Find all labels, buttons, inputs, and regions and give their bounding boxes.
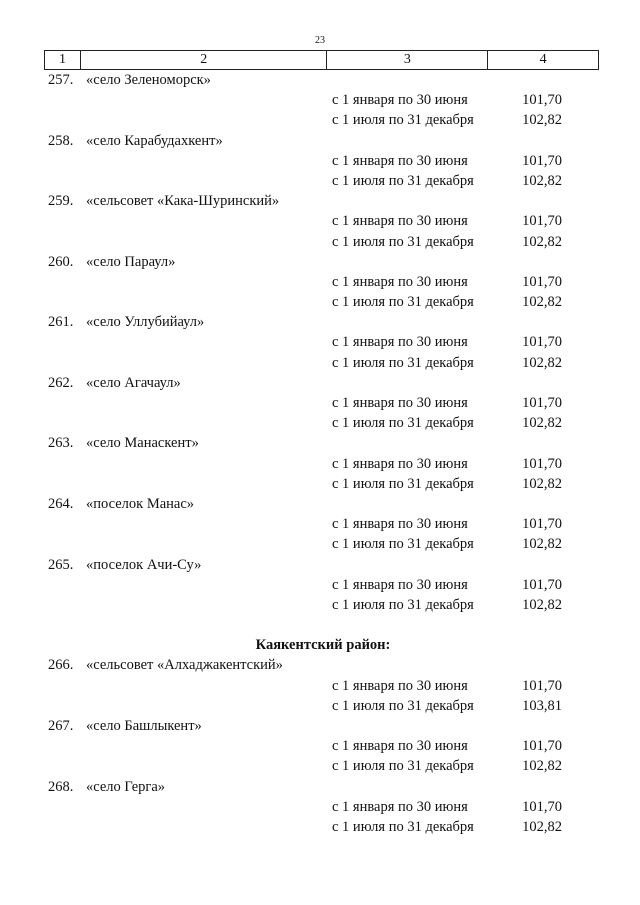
period-row	[0, 676, 640, 696]
index-value: 101,70	[522, 576, 562, 593]
index-value: 102,82	[522, 475, 562, 492]
index-value: 101,70	[522, 334, 562, 351]
index-value: 103,81	[522, 697, 562, 714]
index-value: 101,70	[522, 738, 562, 755]
period-label: с 1 июля по 31 декабря	[332, 354, 474, 371]
row-number: 261.	[48, 314, 74, 331]
column-header-table	[44, 50, 599, 70]
settlement-row	[0, 716, 640, 736]
period-row	[0, 353, 640, 373]
period-label: с 1 июля по 31 декабря	[332, 758, 474, 775]
settlement-name: «сельсовет «Кака-Шуринский»	[86, 193, 280, 210]
page-number: 23	[315, 35, 325, 46]
period-label: с 1 июля по 31 декабря	[332, 818, 474, 835]
row-number: 264.	[48, 495, 74, 512]
period-row	[0, 797, 640, 817]
settlement-name: «село Башлыкент»	[86, 718, 202, 734]
period-label: с 1 июля по 31 декабря	[332, 294, 474, 311]
period-row	[0, 272, 640, 292]
settlement-name: «село Зеленоморск»	[86, 72, 211, 88]
period-label: с 1 января по 30 июня	[332, 576, 468, 593]
settlement-row	[0, 433, 640, 453]
row-number: 258.	[48, 132, 74, 149]
index-value: 102,82	[522, 172, 562, 189]
settlement-name: «село Герга»	[86, 778, 166, 795]
column-header-3: 3	[327, 51, 488, 70]
index-value: 102,82	[522, 596, 562, 613]
row-number: 266.	[48, 657, 74, 674]
period-label: с 1 января по 30 июня	[332, 273, 468, 290]
index-value: 102,82	[522, 536, 562, 553]
settlement-name: «сельсовет «Алхаджакентский»	[86, 657, 283, 674]
index-value: 101,70	[522, 395, 562, 411]
settlement-name: «село Манаскент»	[86, 435, 199, 452]
settlement-row	[0, 312, 640, 332]
period-label: с 1 января по 30 июня	[332, 798, 468, 815]
period-label: с 1 июля по 31 декабря	[332, 415, 474, 432]
period-row	[0, 575, 640, 595]
index-value: 101,70	[522, 92, 562, 109]
period-label: с 1 января по 30 июня	[332, 334, 468, 351]
row-number: 267.	[48, 718, 74, 734]
index-value: 102,82	[522, 415, 562, 432]
row-number: 265.	[48, 556, 74, 573]
period-label: с 1 июля по 31 декабря	[332, 112, 474, 129]
tariff-rows	[0, 70, 640, 837]
index-value: 102,82	[522, 818, 562, 835]
period-label: с 1 января по 30 июня	[332, 152, 468, 169]
row-number: 260.	[48, 253, 74, 270]
period-row	[0, 292, 640, 312]
period-label: с 1 января по 30 июня	[332, 677, 468, 694]
column-header-4: 4	[488, 51, 599, 70]
settlement-name: «село Карабудахкент»	[86, 132, 223, 149]
period-row	[0, 211, 640, 231]
index-value: 101,70	[522, 798, 562, 815]
blank-spacer	[0, 615, 640, 635]
period-row	[0, 232, 640, 252]
index-value: 102,82	[522, 233, 562, 250]
period-row	[0, 514, 640, 534]
period-label: с 1 июля по 31 декабря	[332, 172, 474, 189]
period-row	[0, 393, 640, 413]
period-row	[0, 736, 640, 756]
period-row	[0, 332, 640, 352]
index-value: 102,82	[522, 758, 562, 775]
column-header-1: 1	[45, 51, 81, 70]
row-number: 259.	[48, 193, 74, 210]
period-row	[0, 696, 640, 716]
settlement-name: «поселок Ачи-Су»	[86, 556, 202, 573]
period-label: с 1 января по 30 июня	[332, 213, 468, 230]
period-label: с 1 июля по 31 декабря	[332, 233, 474, 250]
period-label: с 1 июля по 31 декабря	[332, 536, 474, 553]
index-value: 101,70	[522, 677, 562, 694]
row-number: 257.	[48, 72, 74, 88]
period-label: с 1 января по 30 июня	[332, 516, 468, 533]
settlement-row	[0, 191, 640, 211]
index-value: 102,82	[522, 294, 562, 311]
row-number: 268.	[48, 778, 74, 795]
settlement-row	[0, 70, 640, 90]
settlement-row	[0, 655, 640, 675]
period-row	[0, 110, 640, 130]
period-label: с 1 января по 30 июня	[332, 395, 468, 411]
row-number: 263.	[48, 435, 74, 452]
index-value: 102,82	[522, 354, 562, 371]
period-row	[0, 474, 640, 494]
index-value: 101,70	[522, 273, 562, 290]
index-value: 101,70	[522, 213, 562, 230]
index-value: 102,82	[522, 112, 562, 129]
settlement-name: «село Параул»	[86, 253, 176, 270]
period-label: с 1 июля по 31 декабря	[332, 475, 474, 492]
settlement-row	[0, 494, 640, 514]
settlement-row	[0, 131, 640, 151]
index-value: 101,70	[522, 516, 562, 533]
period-row	[0, 454, 640, 474]
settlement-row	[0, 777, 640, 797]
settlement-name: «село Уллубийаул»	[86, 314, 205, 331]
period-row	[0, 171, 640, 191]
settlement-row	[0, 555, 640, 575]
row-number: 262.	[48, 374, 74, 391]
period-row	[0, 595, 640, 615]
period-row	[0, 756, 640, 776]
column-header-2: 2	[80, 51, 327, 70]
period-label: с 1 января по 30 июня	[332, 92, 468, 109]
settlement-name: «поселок Манас»	[86, 495, 195, 512]
period-row	[0, 534, 640, 554]
period-row	[0, 90, 640, 110]
district-heading: Каякентский район:	[255, 637, 391, 654]
period-label: с 1 июля по 31 декабря	[332, 596, 474, 613]
settlement-name: «село Агачаул»	[86, 374, 181, 391]
settlement-row	[0, 373, 640, 393]
period-label: с 1 июля по 31 декабря	[332, 697, 474, 714]
period-row	[0, 413, 640, 433]
index-value: 101,70	[522, 455, 562, 472]
index-value: 101,70	[522, 152, 562, 169]
period-label: с 1 января по 30 июня	[332, 455, 468, 472]
period-label: с 1 января по 30 июня	[332, 738, 468, 755]
settlement-row	[0, 252, 640, 272]
period-row	[0, 151, 640, 171]
period-row	[0, 817, 640, 837]
